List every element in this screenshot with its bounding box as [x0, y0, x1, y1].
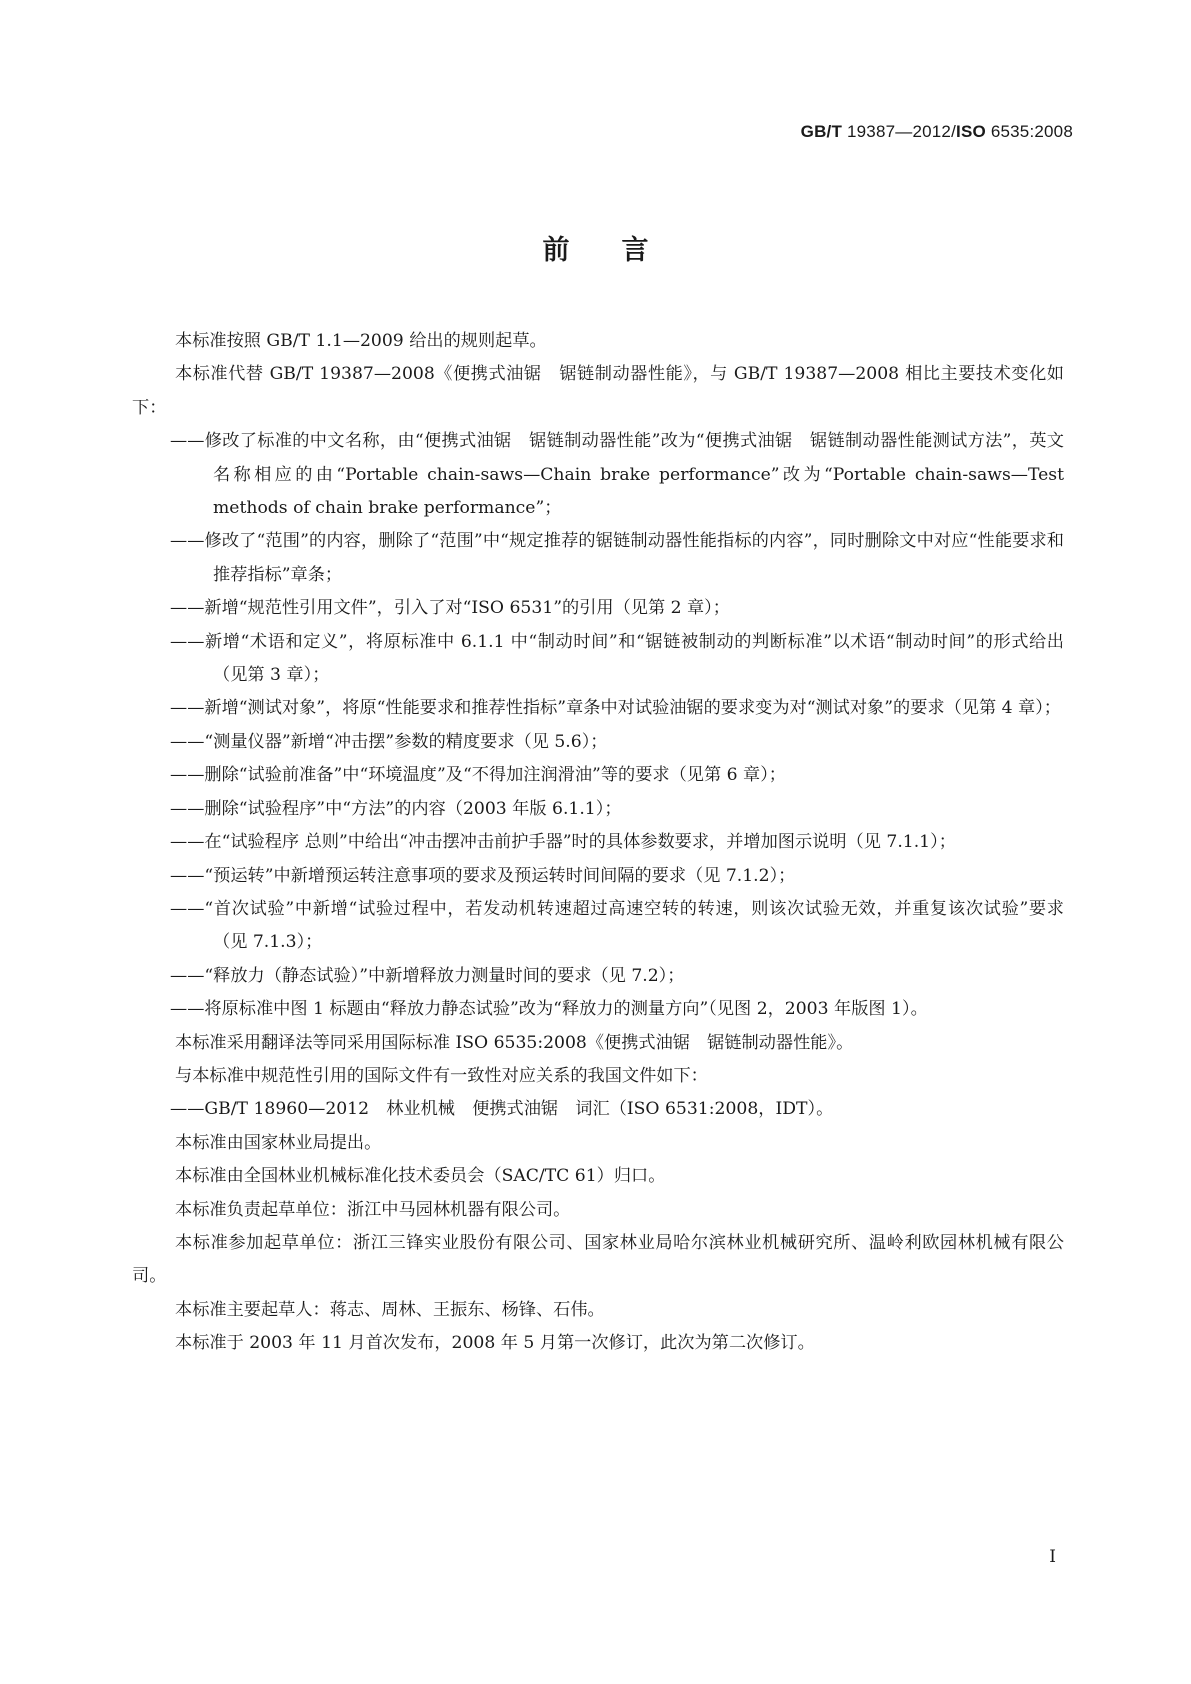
- page-number: I: [1049, 1547, 1056, 1567]
- standard-number-body: 19387—2012/: [842, 122, 957, 141]
- standard-number: [801, 122, 1073, 142]
- change-item: ——在“试验程序 总则”中给出“冲击摆冲击前护手器”时的具体参数要求，并增加图示说明（见 7.1.1）；: [170, 832, 956, 853]
- correspondence-item: ——GB/T 18960—2012 林业机械 便携式油锯 词汇（ISO 6531:2008，IDT）。: [170, 1099, 834, 1120]
- standard-number-prefix: GB/T: [800, 122, 843, 141]
- change-item: ——修改了“范围”的内容，删除了“范围”中“规定推荐的锯链制动器性能指标的内容”，同时删除文中对应“性能要求和推荐指标”章条；: [170, 531, 1064, 585]
- change-item: ——新增“术语和定义”，将原标准中 6.1.1 中“制动时间”和“锯链被制动的判断标准”以术语“制动时间”的形式给出（见第 3 章）；: [170, 631, 1064, 686]
- paragraph-proposer: 本标准由国家林业局提出。: [175, 1132, 382, 1153]
- iso-prefix: ISO: [956, 122, 986, 141]
- change-item: ——“首次试验”中新增“试验过程中，若发动机转速超过高速空转的转速，则该次试验无效，并重复该次试验”要求（见 7.1.3）；: [170, 898, 1064, 953]
- paragraph-replacement: 本标准代替 GB/T 19387—2008《便携式油锯 锯链制动器性能》，与 GB/T 19387—2008 相比主要技术变化如下：: [132, 364, 1064, 418]
- change-item: ——“预运转”中新增预运转注意事项的要求及预运转时间间隔的要求（见 7.1.2）；: [170, 865, 796, 886]
- foreword-body: [132, 325, 1064, 1361]
- page-title: 前言: [542, 235, 701, 266]
- change-item: ——删除“试验前准备”中“环境温度”及“不得加注润滑油”等的要求（见第 6 章）；: [170, 765, 786, 786]
- paragraph-lead-drafter: 本标准负责起草单位：浙江中马园林机器有限公司。: [175, 1199, 571, 1220]
- change-item: ——新增“规范性引用文件”，引入了对“ISO 6531”的引用（见第 2 章）；: [170, 598, 730, 619]
- change-item: ——“释放力（静态试验）”中新增释放力测量时间的要求（见 7.2）；: [170, 965, 685, 986]
- change-item: ——将原标准中图 1 标题由“释放力静态试验”改为“释放力的测量方向”（见图 2，2003 年版图 1）。: [170, 999, 928, 1020]
- paragraph-adoption: 本标准采用翻译法等同采用国际标准 ISO 6535:2008《便携式油锯 锯链制动器性能》。: [175, 1032, 854, 1053]
- change-item: ——新增“测试对象”，将原“性能要求和推荐性指标”章条中对试验油锯的要求变为对“测试对象”的要求（见第 4 章）；: [170, 698, 1061, 719]
- paragraph-correspondence-intro: 与本标准中规范性引用的国际文件有一致性对应关系的我国文件如下：: [175, 1065, 708, 1086]
- change-item: ——“测量仪器”新增“冲击摆”参数的精度要求（见 5.6）；: [170, 731, 608, 752]
- paragraph-participating-drafters: 本标准参加起草单位：浙江三锋实业股份有限公司、国家林业局哈尔滨林业机械研究所、温岭利欧园林机械有限公司。: [132, 1232, 1064, 1287]
- paragraph-drafting-rules: 本标准按照 GB/T 1.1—2009 给出的规则起草。: [175, 331, 547, 351]
- change-item: ——修改了标准的中文名称，由“便携式油锯 锯链制动器性能”改为“便携式油锯 锯链制动器性能测试方法”，英文名称相应的由“Portable chain-saws—Chain brake performance”改为“Portable chain-saws—Test methods of chain brake performance”；: [170, 431, 1064, 519]
- change-item: ——删除“试验程序”中“方法”的内容（2003 年版 6.1.1）；: [170, 798, 622, 819]
- paragraph-committee: 本标准由全国林业机械标准化技术委员会（SAC/TC 61）归口。: [175, 1166, 666, 1187]
- iso-number: 6535:2008: [985, 122, 1073, 141]
- paragraph-history: 本标准于 2003 年 11 月首次发布，2008 年 5 月第一次修订，此次为第二次修订。: [175, 1333, 815, 1354]
- paragraph-main-drafters: 本标准主要起草人：蒋志、周林、王振东、杨锋、石伟。: [175, 1299, 605, 1320]
